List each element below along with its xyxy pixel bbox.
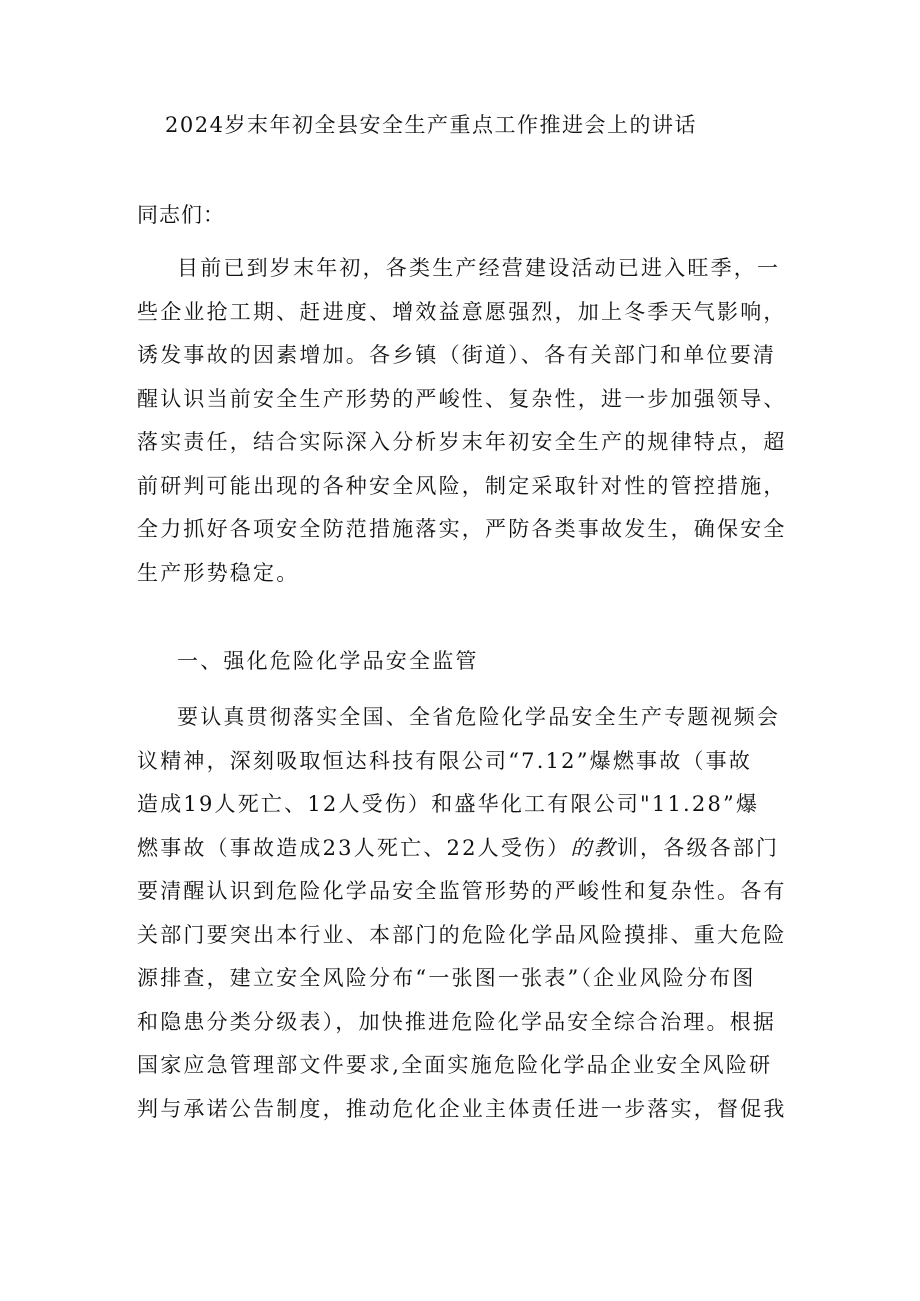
paragraph-line: 国家应急管理部文件要求,全面实施危险化学品企业安全风险研 xyxy=(137,1053,773,1077)
paragraph-hazardous-chemicals xyxy=(137,696,789,1131)
paragraph-line: 要清醒认识到危险化学品安全监管形势的严峻性和复杂性。各有 xyxy=(137,879,787,903)
paragraph-line: 目前已到岁末年初，各类生产经营建设活动已进入旺季，一 xyxy=(177,256,781,280)
paragraph-line-tail: 训，各级各部门 xyxy=(616,835,780,860)
paragraph-line: 前研判可能出现的各种安全风险，制定采取针对性的管控措施， xyxy=(137,473,787,498)
paragraph-line: 生产形势稳定。 xyxy=(137,560,300,585)
paragraph-line: 些企业抢工期、赶进度、增效益意愿强烈，加上冬季天气影响， xyxy=(137,299,787,324)
paragraph-line: 全力抓好各项安全防范措施落实，严防各类事故发生，确保安全 xyxy=(137,517,787,541)
paragraph-line: 和隐患分类分级表），加快推进危险化学品安全综合治理。根据 xyxy=(137,1009,777,1034)
document-title: 2024岁末年初全县安全生产重点工作推进会上的讲话 xyxy=(165,113,697,137)
paragraph-line: 醒认识当前安全生产形势的严峻性、复杂性，进一步加强领导、 xyxy=(137,386,787,411)
paragraph-line: 落实责任，结合实际深入分析岁末年初安全生产的规律特点，超 xyxy=(137,430,787,454)
paragraph-line: 议精神，深刻吸取恒达科技有限公司“7.12”爆燃事故（事故 xyxy=(137,748,753,773)
paragraph-line: 诱发事故的因素增加。各乡镇（街道）、各有关部门和单位要清 xyxy=(137,343,777,367)
salutation: 同志们： xyxy=(137,203,225,227)
section-heading-1: 一、强化危险化学品安全监管 xyxy=(177,649,479,673)
paragraph-line: 造成19人死亡、12人受伤）和盛华化工有限公司"11.28”爆 xyxy=(137,792,760,816)
paragraph-intro xyxy=(137,247,789,595)
paragraph-line: 要认真贯彻落实全国、全省危险化学品安全生产专题视频会 xyxy=(177,705,781,729)
italic-text: 的教 xyxy=(570,835,617,860)
paragraph-line: 关部门要突出本行业、本部门的危险化学品风险摸排、重大危险 xyxy=(137,922,787,947)
paragraph-line-head: 燃事故（事故造成23人死亡、22人受伤） xyxy=(137,835,571,860)
paragraph-line: 判与承诺公告制度，推动危化企业主体责任进一步落实，督促我 xyxy=(137,1096,787,1121)
paragraph-line: 源排查，建立安全风险分布“一张图一张表”（企业风险分布图 xyxy=(137,966,756,990)
paragraph-line-mixed xyxy=(137,827,789,871)
